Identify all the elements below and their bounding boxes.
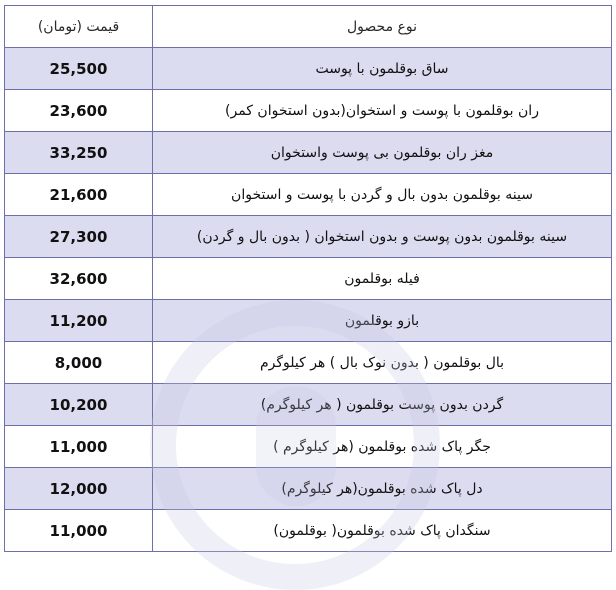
price-cell: 10,200 bbox=[5, 384, 153, 426]
table-row bbox=[5, 510, 612, 552]
table-row bbox=[5, 48, 612, 90]
table-row bbox=[5, 216, 612, 258]
price-cell: 8,000 bbox=[5, 342, 153, 384]
price-cell: 21,600 bbox=[5, 174, 153, 216]
price-cell: 33,250 bbox=[5, 132, 153, 174]
table-row bbox=[5, 426, 612, 468]
product-cell: سینه بوقلمون بدون بال و گردن با پوست و استخوان bbox=[153, 174, 612, 216]
table-row bbox=[5, 90, 612, 132]
price-column-header: قیمت (تومان) bbox=[5, 6, 153, 48]
product-cell: فیله بوقلمون bbox=[153, 258, 612, 300]
table-row bbox=[5, 258, 612, 300]
price-cell: 32,600 bbox=[5, 258, 153, 300]
price-cell: 23,600 bbox=[5, 90, 153, 132]
table-row bbox=[5, 174, 612, 216]
product-cell: بازو بوقلمون bbox=[153, 300, 612, 342]
table-row bbox=[5, 300, 612, 342]
price-cell: 25,500 bbox=[5, 48, 153, 90]
product-column-header: نوع محصول bbox=[153, 6, 612, 48]
product-cell: سینه بوقلمون بدون پوست و بدون استخوان ( بدون بال و گردن) bbox=[153, 216, 612, 258]
table-header-row bbox=[5, 6, 612, 48]
table-row bbox=[5, 384, 612, 426]
product-cell: جگر پاک شده بوقلمون (هر کیلوگرم ) bbox=[153, 426, 612, 468]
product-cell: مغز ران بوقلمون بی پوست واستخوان bbox=[153, 132, 612, 174]
price-cell: 11,000 bbox=[5, 510, 153, 552]
price-table bbox=[4, 5, 612, 552]
product-cell: گردن بدون پوست بوقلمون ( هر کیلوگرم) bbox=[153, 384, 612, 426]
table-row bbox=[5, 132, 612, 174]
table-row bbox=[5, 468, 612, 510]
price-cell: 11,000 bbox=[5, 426, 153, 468]
product-cell: ساق بوقلمون با پوست bbox=[153, 48, 612, 90]
price-cell: 11,200 bbox=[5, 300, 153, 342]
product-cell: دل پاک شده بوقلمون(هر کیلوگرم) bbox=[153, 468, 612, 510]
table-row bbox=[5, 342, 612, 384]
price-cell: 12,000 bbox=[5, 468, 153, 510]
product-cell: بال بوقلمون ( بدون نوک بال ) هر کیلوگرم bbox=[153, 342, 612, 384]
price-cell: 27,300 bbox=[5, 216, 153, 258]
product-cell: ران بوقلمون با پوست و استخوان(بدون استخوان کمر) bbox=[153, 90, 612, 132]
product-cell: سنگدان پاک شده بوقلمون( بوقلمون) bbox=[153, 510, 612, 552]
